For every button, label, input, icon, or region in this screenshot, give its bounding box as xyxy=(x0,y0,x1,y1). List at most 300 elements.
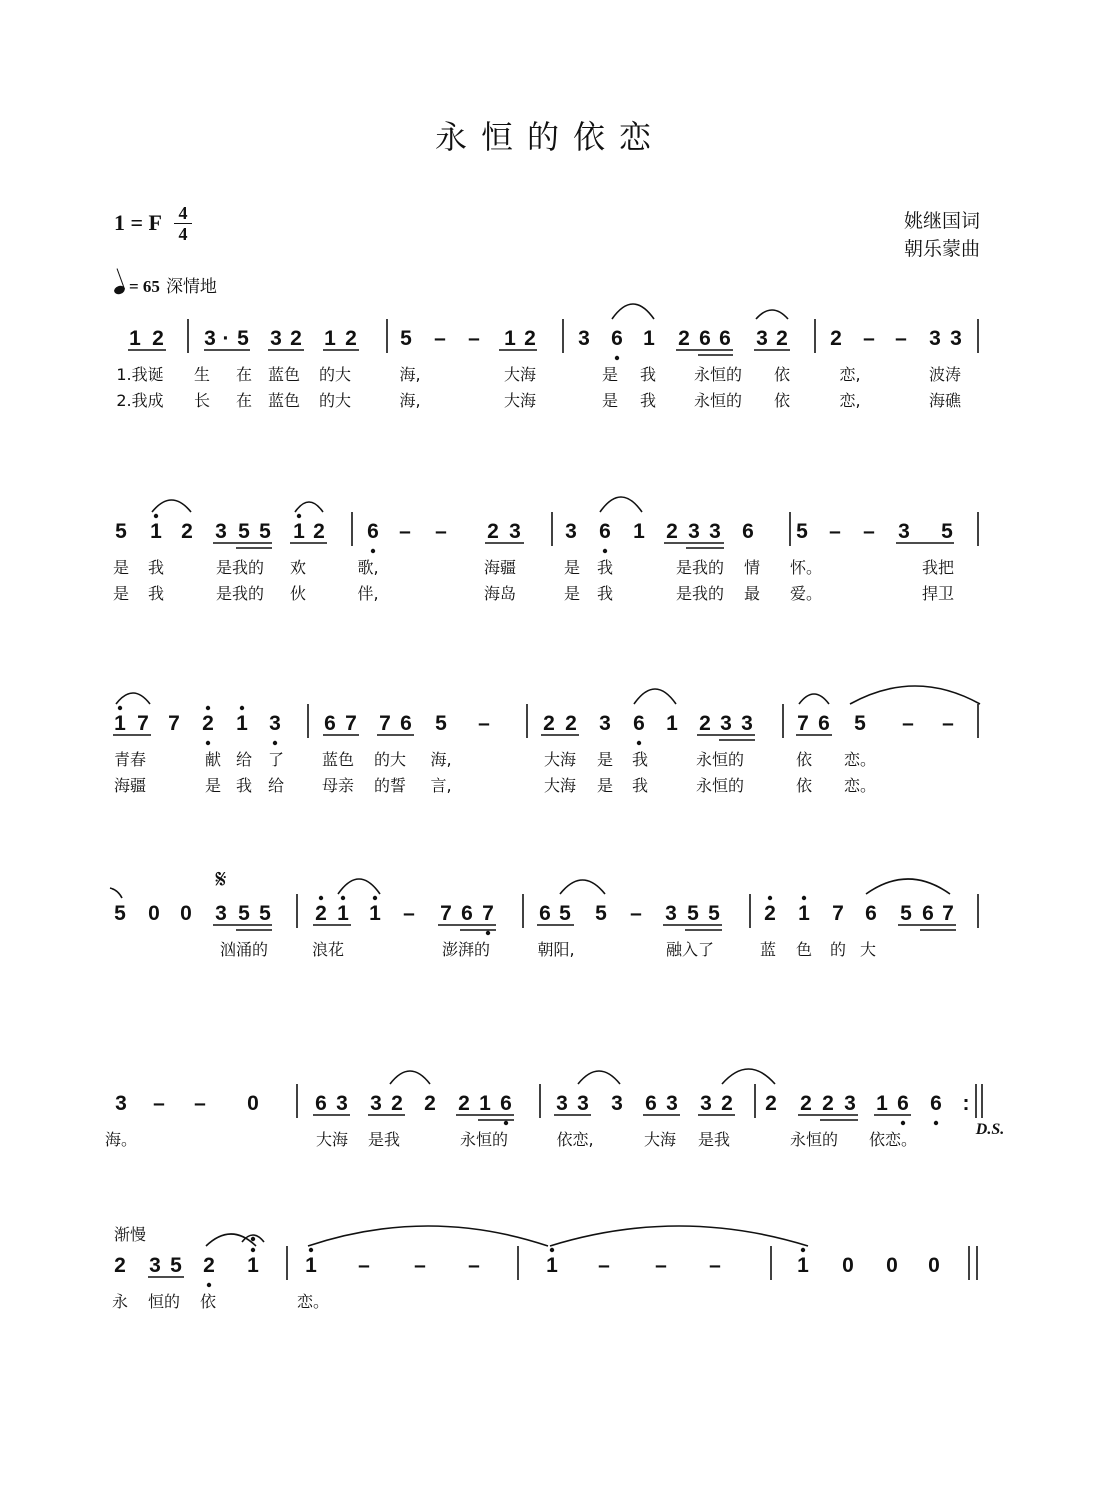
note-digit: 1 xyxy=(247,1254,259,1277)
note-digit: 3 xyxy=(756,327,768,350)
low-octave-dot xyxy=(615,356,619,360)
dash-note: – xyxy=(468,327,480,350)
note-digit: 7 xyxy=(379,712,391,735)
high-octave-dot xyxy=(802,896,806,900)
note-digit: 2 xyxy=(764,902,776,925)
tempo-bpm: = 65 xyxy=(129,277,160,296)
note-digit: 1 xyxy=(305,1254,317,1277)
lyric-syllable: 依 xyxy=(199,1292,217,1311)
note-digit: 3 xyxy=(577,1092,589,1115)
note-digit: 2 xyxy=(666,520,678,543)
note-digit: 6 xyxy=(500,1092,512,1115)
note-digit: 1 xyxy=(633,520,645,543)
lyric-syllable: 是 xyxy=(112,584,130,603)
lyric-syllable: 海岛 xyxy=(483,584,517,603)
note-digit: 2 xyxy=(345,327,357,350)
note-digit: 5 xyxy=(237,327,249,350)
lyric-syllable: 的 xyxy=(829,940,847,959)
lyric-syllable: 怀。 xyxy=(789,558,823,577)
lyric-syllable: 1.我诞 xyxy=(116,365,164,384)
slur-tie xyxy=(550,1226,808,1246)
slur-tie xyxy=(152,500,191,512)
lyric-syllable: 海疆 xyxy=(113,776,147,795)
dash-note: – xyxy=(902,712,914,735)
note-digit: 1 xyxy=(504,327,516,350)
note-digit: 2 xyxy=(424,1092,436,1115)
lyric-syllable: 大海 xyxy=(315,1130,349,1149)
note-digit: 2 xyxy=(776,327,788,350)
note-digit: 0 xyxy=(886,1254,898,1277)
low-octave-dot xyxy=(934,1121,938,1125)
dash-note: – xyxy=(942,712,954,735)
high-octave-dot xyxy=(373,896,377,900)
lyric-syllable: 依恋, xyxy=(556,1130,594,1149)
lyric-syllable: 海, xyxy=(399,365,421,384)
high-octave-dot xyxy=(319,896,323,900)
slur-tie xyxy=(600,497,642,512)
lyric-syllable: 永 xyxy=(111,1292,129,1311)
note-digit: 2 xyxy=(678,327,690,350)
lyric-syllable: 是我 xyxy=(367,1130,401,1149)
high-octave-dot xyxy=(801,1248,805,1252)
note-digit: 5 xyxy=(259,520,271,543)
lyric-syllable: 我 xyxy=(631,776,649,795)
note-digit: 3 xyxy=(700,1092,712,1115)
high-octave-dot xyxy=(206,706,210,710)
lyric-syllable: 我 xyxy=(596,558,614,577)
note-digit: 2 xyxy=(721,1092,733,1115)
slur-tie xyxy=(799,694,829,704)
lyric-syllable: 依 xyxy=(795,776,813,795)
note-digit: 3 xyxy=(844,1092,856,1115)
note-digit: 2 xyxy=(543,712,555,735)
note-digit: 5 xyxy=(796,520,808,543)
note-digit: 1 xyxy=(337,902,349,925)
lyric-syllable: 是 xyxy=(112,558,130,577)
lyric-syllable: 依 xyxy=(795,750,813,769)
lyric-syllable: 海, xyxy=(399,391,421,410)
note-digit: 5 xyxy=(238,902,250,925)
lyric-syllable: 献 xyxy=(204,750,222,769)
slur-tie xyxy=(756,310,788,319)
note-digit: 3 xyxy=(215,520,227,543)
lyric-syllable: 给 xyxy=(235,750,253,769)
slur-tie xyxy=(634,689,676,704)
note-digit: 3 xyxy=(666,1092,678,1115)
lyric-syllable: 朝阳, xyxy=(537,940,575,959)
lyric-syllable: 依 xyxy=(773,391,791,410)
high-octave-dot xyxy=(240,706,244,710)
slur-tie xyxy=(722,1069,775,1084)
note-digit: 5 xyxy=(114,902,126,925)
slur-tie xyxy=(560,880,605,894)
lyric-syllable: 是 xyxy=(596,750,614,769)
note-digit: 3 xyxy=(741,712,753,735)
note-digit: 6 xyxy=(897,1092,909,1115)
lyric-syllable: 浪花 xyxy=(311,940,345,959)
dash-note: – xyxy=(153,1092,165,1115)
high-octave-dot xyxy=(154,514,158,518)
note-digit: 7 xyxy=(137,712,149,735)
note-digit: 5 xyxy=(941,520,953,543)
dash-note: – xyxy=(709,1254,721,1277)
lyric-syllable: 澎湃的 xyxy=(441,940,491,959)
lyric-syllable: 海, xyxy=(430,750,452,769)
note-digit: 6 xyxy=(930,1092,942,1115)
lyric-syllable: 我 xyxy=(639,365,657,384)
slur-tie xyxy=(116,693,150,704)
note-digit: 3 xyxy=(565,520,577,543)
key-signature: 1 = F xyxy=(114,210,162,235)
note-digit: 3 xyxy=(709,520,721,543)
note-digit: 3 xyxy=(611,1092,623,1115)
note-digit: 0 xyxy=(247,1092,259,1115)
lyric-syllable: 是我的 xyxy=(675,584,725,603)
note-digit: 0 xyxy=(148,902,160,925)
lyric-syllable: 的誓 xyxy=(373,776,407,795)
note-digit: : xyxy=(962,1092,970,1115)
lyric-syllable: 我 xyxy=(147,558,165,577)
lyric-syllable: 我 xyxy=(235,776,253,795)
lyric-syllable: 恋, xyxy=(839,391,861,410)
note-digit: 0 xyxy=(928,1254,940,1277)
dash-note: – xyxy=(863,520,875,543)
note-digit: 5 xyxy=(170,1254,182,1277)
tie-continuation xyxy=(110,888,122,898)
note-digit: 2 xyxy=(699,712,711,735)
lyric-syllable: 色 xyxy=(795,940,813,959)
note-digit: 7 xyxy=(345,712,357,735)
lyric-syllable: 是 xyxy=(204,776,222,795)
low-octave-dot xyxy=(371,549,375,553)
note-digit: 1 xyxy=(479,1092,491,1115)
note-digit: 5 xyxy=(435,712,447,735)
note-digit: 1 xyxy=(546,1254,558,1277)
lyric-syllable: 欢 xyxy=(289,558,307,577)
dash-note: – xyxy=(829,520,841,543)
low-octave-dot xyxy=(637,741,641,745)
note-digit: 6 xyxy=(611,327,623,350)
lyricist-credit: 姚继国词 xyxy=(903,210,980,232)
lyric-syllable: 爱。 xyxy=(789,584,823,603)
lyric-syllable: 伴, xyxy=(357,584,379,603)
note-digit: 3 xyxy=(556,1092,568,1115)
lyric-syllable: 捍卫 xyxy=(921,584,955,603)
low-octave-dot xyxy=(273,741,277,745)
slur-tie xyxy=(612,304,654,319)
dot-note: · xyxy=(222,327,230,350)
note-digit: 6 xyxy=(719,327,731,350)
lyric-syllable: 永恒的 xyxy=(789,1130,839,1149)
note-digit: 3 xyxy=(929,327,941,350)
note-digit: 6 xyxy=(539,902,551,925)
note-digit: 3 xyxy=(370,1092,382,1115)
lyric-syllable: 融入了 xyxy=(665,940,715,959)
note-digit: 3 xyxy=(898,520,910,543)
note-digit: 2 xyxy=(800,1092,812,1115)
dash-note: – xyxy=(895,327,907,350)
slur-tie xyxy=(578,1071,620,1084)
lyric-syllable: 永恒的 xyxy=(695,776,745,795)
segno-sign: 𝄋 xyxy=(215,865,227,895)
lyric-syllable: 蓝 xyxy=(759,940,777,959)
note-digit: 0 xyxy=(842,1254,854,1277)
note-digit: 2 xyxy=(203,1254,215,1277)
note-digit: 2 xyxy=(830,327,842,350)
note-digit: 3 xyxy=(950,327,962,350)
lyric-syllable: 恋。 xyxy=(843,750,877,769)
note-digit: 6 xyxy=(400,712,412,735)
lyric-syllable: 长 xyxy=(193,391,211,410)
slur-tie xyxy=(308,1226,548,1246)
low-octave-dot xyxy=(901,1121,905,1125)
lyric-syllable: 恋。 xyxy=(296,1292,330,1311)
note-digit: 1 xyxy=(369,902,381,925)
lyric-syllable: 我 xyxy=(596,584,614,603)
note-digit: 5 xyxy=(400,327,412,350)
note-digit: 6 xyxy=(818,712,830,735)
fermata-dot xyxy=(251,1237,255,1241)
note-digit: 3 xyxy=(720,712,732,735)
lyric-syllable: 大海 xyxy=(503,365,537,384)
slur-tie xyxy=(338,879,380,894)
dash-note: – xyxy=(403,902,415,925)
dash-note: – xyxy=(655,1254,667,1277)
lyric-syllable: 恒的 xyxy=(147,1292,181,1311)
lyric-syllable: 歌, xyxy=(357,558,379,577)
lyric-syllable: 是 xyxy=(601,391,619,410)
high-octave-dot xyxy=(118,706,122,710)
note-digit: 5 xyxy=(854,712,866,735)
slur-tie xyxy=(850,686,980,704)
note-digit: 3 xyxy=(115,1092,127,1115)
note-digit: 5 xyxy=(708,902,720,925)
note-digit: 2 xyxy=(313,520,325,543)
note-digit: 1 xyxy=(236,712,248,735)
note-digit: 2 xyxy=(487,520,499,543)
lyric-syllable: 是 xyxy=(596,776,614,795)
ritardando-mark: 渐慢 xyxy=(113,1225,147,1244)
note-digit: 6 xyxy=(461,902,473,925)
note-digit: 6 xyxy=(324,712,336,735)
note-digit: 7 xyxy=(440,902,452,925)
lyric-syllable: 我 xyxy=(639,391,657,410)
lyric-syllable: 海。 xyxy=(104,1130,138,1149)
note-digit: 2 xyxy=(765,1092,777,1115)
note-digit: 2 xyxy=(114,1254,126,1277)
note-digit: 5 xyxy=(559,902,571,925)
lyric-syllable: 大海 xyxy=(543,750,577,769)
lyric-syllable: 依 xyxy=(773,365,791,384)
lyric-syllable: 是 xyxy=(563,584,581,603)
dash-note: – xyxy=(414,1254,426,1277)
lyric-syllable: 的大 xyxy=(318,391,352,410)
note-digit: 2 xyxy=(181,520,193,543)
lyric-syllable: 永恒的 xyxy=(693,391,743,410)
note-digit: 6 xyxy=(865,902,877,925)
note-digit: 1 xyxy=(150,520,162,543)
note-digit: 3 xyxy=(665,902,677,925)
note-digit: 7 xyxy=(797,712,809,735)
lyric-syllable: 恋。 xyxy=(843,776,877,795)
dash-note: – xyxy=(863,327,875,350)
lyric-syllable: 是我的 xyxy=(215,584,265,603)
lyric-syllable: 大海 xyxy=(643,1130,677,1149)
lyric-syllable: 情 xyxy=(743,558,761,577)
song-title: 永恒的依恋 xyxy=(434,118,665,156)
note-digit: 0 xyxy=(180,902,192,925)
note-digit: 1 xyxy=(324,327,336,350)
lyric-syllable: 永恒的 xyxy=(459,1130,509,1149)
low-octave-dot xyxy=(486,931,490,935)
lyric-syllable: 我 xyxy=(631,750,649,769)
lyric-syllable: 最 xyxy=(743,584,761,603)
lyric-syllable: 生 xyxy=(193,365,211,384)
note-digit: 1 xyxy=(129,327,141,350)
note-digit: 3 xyxy=(336,1092,348,1115)
lyric-syllable: 2.我成 xyxy=(116,391,164,410)
note-digit: 3 xyxy=(578,327,590,350)
lyric-syllable: 是我 xyxy=(697,1130,731,1149)
note-digit: 6 xyxy=(742,520,754,543)
slur-tie xyxy=(390,1071,430,1084)
lyric-syllable: 依恋。 xyxy=(868,1130,918,1149)
low-octave-dot xyxy=(206,741,210,745)
note-digit: 2 xyxy=(565,712,577,735)
dash-note: – xyxy=(434,327,446,350)
lyric-syllable: 我把 xyxy=(921,558,955,577)
note-digit: 3 xyxy=(149,1254,161,1277)
high-octave-dot xyxy=(341,896,345,900)
note-digit: 2 xyxy=(290,327,302,350)
note-digit: 5 xyxy=(115,520,127,543)
lyric-syllable: 蓝色 xyxy=(267,391,301,410)
lyric-syllable: 言, xyxy=(430,776,452,795)
note-digit: 1 xyxy=(293,520,305,543)
dash-note: – xyxy=(435,520,447,543)
note-digit: 6 xyxy=(922,902,934,925)
note-digit: 5 xyxy=(259,902,271,925)
lyric-syllable: 伙 xyxy=(289,584,307,603)
lyric-syllable: 海礁 xyxy=(928,391,962,410)
lyric-syllable: 恋, xyxy=(839,365,861,384)
note-digit: 5 xyxy=(687,902,699,925)
lyric-syllable: 汹涌的 xyxy=(219,940,269,959)
lyric-syllable: 了 xyxy=(267,750,285,769)
ds-mark: D.S. xyxy=(975,1121,1005,1138)
lyric-syllable: 是 xyxy=(563,558,581,577)
note-digit: 2 xyxy=(822,1092,834,1115)
note-digit: 1 xyxy=(114,712,126,735)
high-octave-dot xyxy=(309,1248,313,1252)
dash-note: – xyxy=(194,1092,206,1115)
note-digit: 6 xyxy=(699,327,711,350)
note-digit: 2 xyxy=(202,712,214,735)
note-digit: 3 xyxy=(599,712,611,735)
note-digit: 3 xyxy=(509,520,521,543)
note-digit: 7 xyxy=(168,712,180,735)
lyric-syllable: 是我的 xyxy=(215,558,265,577)
dash-note: – xyxy=(399,520,411,543)
note-digit: 1 xyxy=(666,712,678,735)
high-octave-dot xyxy=(251,1248,255,1252)
note-digit: 6 xyxy=(645,1092,657,1115)
note-digit: 2 xyxy=(391,1092,403,1115)
note-digit: 7 xyxy=(482,902,494,925)
note-digit: 6 xyxy=(633,712,645,735)
dash-note: – xyxy=(358,1254,370,1277)
lyric-syllable: 是 xyxy=(601,365,619,384)
note-digit: 3 xyxy=(204,327,216,350)
slur-tie xyxy=(295,502,323,512)
lyric-syllable: 我 xyxy=(147,584,165,603)
lyric-syllable: 蓝色 xyxy=(321,750,355,769)
lyric-syllable: 母亲 xyxy=(321,776,355,795)
lyric-syllable: 大海 xyxy=(543,776,577,795)
lyric-syllable: 在 xyxy=(235,365,253,384)
lyric-syllable: 海疆 xyxy=(483,558,517,577)
note-digit: 5 xyxy=(900,902,912,925)
lyric-syllable: 在 xyxy=(235,391,253,410)
note-digit: 3 xyxy=(270,327,282,350)
lyric-syllable: 永恒的 xyxy=(693,365,743,384)
note-digit: 2 xyxy=(458,1092,470,1115)
time-bottom: 4 xyxy=(178,224,188,244)
note-digit: 1 xyxy=(643,327,655,350)
slur-tie xyxy=(866,879,950,894)
composer-credit: 朝乐蒙曲 xyxy=(903,238,980,260)
high-octave-dot xyxy=(550,1248,554,1252)
time-top: 4 xyxy=(178,203,188,223)
note-digit: 1 xyxy=(798,902,810,925)
lyric-syllable: 永恒的 xyxy=(695,750,745,769)
lyric-syllable: 的大 xyxy=(373,750,407,769)
lyric-syllable: 是我的 xyxy=(675,558,725,577)
dash-note: – xyxy=(598,1254,610,1277)
lyric-syllable: 波涛 xyxy=(928,365,962,384)
note-digit: 1 xyxy=(797,1254,809,1277)
low-octave-dot xyxy=(603,549,607,553)
low-octave-dot xyxy=(504,1121,508,1125)
lyric-syllable: 给 xyxy=(267,776,285,795)
note-digit: 3 xyxy=(215,902,227,925)
note-digit: 5 xyxy=(595,902,607,925)
note-digit: 6 xyxy=(315,1092,327,1115)
lyric-syllable: 的大 xyxy=(318,365,352,384)
note-digit: 1 xyxy=(876,1092,888,1115)
note-digit: 2 xyxy=(524,327,536,350)
lyric-syllable: 大 xyxy=(859,940,877,959)
note-digit: 6 xyxy=(367,520,379,543)
lyric-syllable: 蓝色 xyxy=(267,365,301,384)
lyric-syllable: 大海 xyxy=(503,391,537,410)
lyric-syllable: 青春 xyxy=(113,750,147,769)
note-digit: 2 xyxy=(315,902,327,925)
dash-note: – xyxy=(630,902,642,925)
tempo-expression: 深情地 xyxy=(165,277,217,297)
dash-note: – xyxy=(468,1254,480,1277)
dash-note: – xyxy=(478,712,490,735)
high-octave-dot xyxy=(768,896,772,900)
note-digit: 3 xyxy=(269,712,281,735)
low-octave-dot xyxy=(207,1283,211,1287)
note-digit: 7 xyxy=(832,902,844,925)
note-digit: 5 xyxy=(238,520,250,543)
note-digit: 2 xyxy=(152,327,164,350)
high-octave-dot xyxy=(297,514,301,518)
note-digit: 6 xyxy=(599,520,611,543)
note-digit: 3 xyxy=(688,520,700,543)
